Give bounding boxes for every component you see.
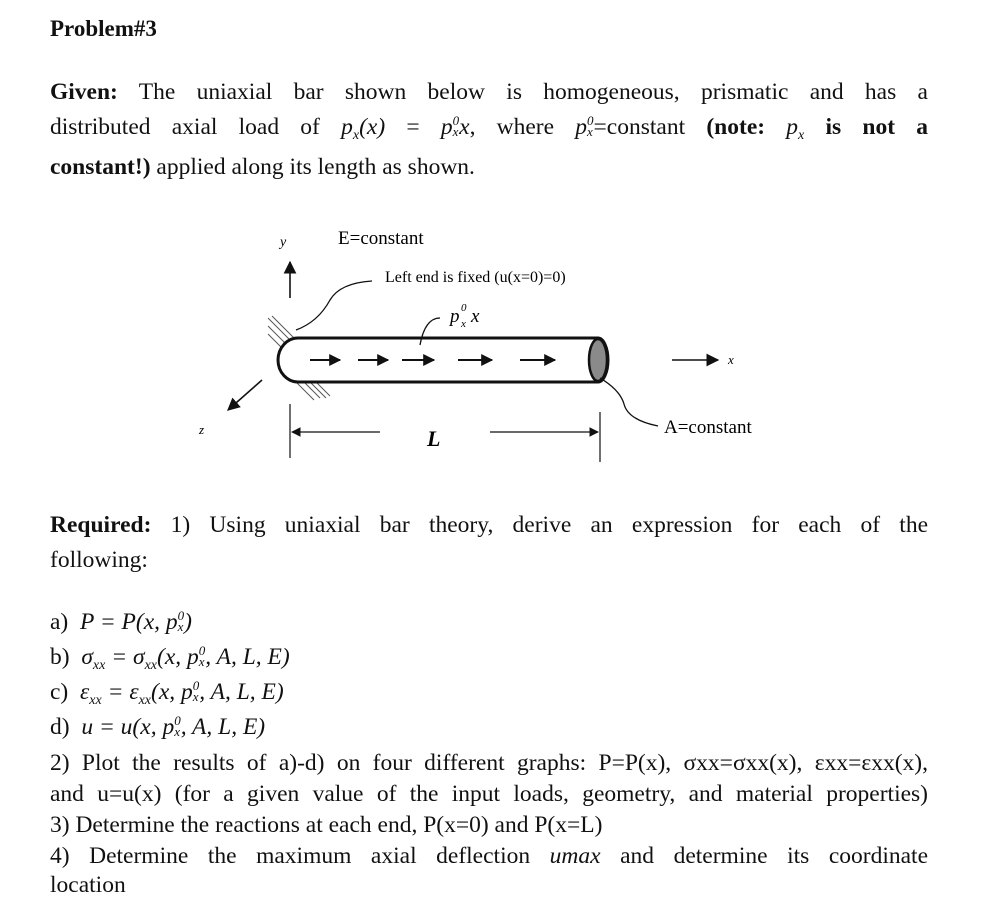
required-line-1	[50, 508, 928, 543]
is-not-a: is not a	[825, 114, 928, 140]
required-text-2: following:	[50, 547, 148, 573]
task-3: 3) Determine the reactions at each end, P(x=0) and P(x=L)	[50, 812, 603, 838]
given-text-2: distributed axial load of	[50, 114, 320, 140]
bar-end-face	[589, 339, 607, 381]
task-2-line-2: and u=u(x) (for a given value of the input loads, geometry, and material properties)	[50, 781, 928, 807]
task-4-line-1: 4) Determine the maximum axial deflection umax and determine its coordinate	[50, 843, 929, 869]
fixed-end-leader	[296, 281, 372, 330]
required-line-2	[50, 543, 928, 578]
task-4-line-2: location	[50, 872, 126, 898]
load-formula: $p_x(x)$	[341, 114, 386, 143]
given-constant: =constant	[593, 114, 686, 140]
e-constant-label: E=constant	[338, 228, 424, 249]
given-text-1: The uniaxial bar shown below is homogeneous, prismatic and has a	[138, 79, 928, 105]
required-text-1: 1) Using uniaxial bar theory, derive an expression for each of the	[170, 512, 929, 538]
y-axis-label: y	[280, 235, 287, 250]
x-axis-label: x	[728, 352, 734, 367]
item-d: d) u = u(x, p 0 x , A, L, E)	[50, 713, 266, 740]
area-leader	[600, 378, 658, 426]
item-c: c) $\varepsilon_{xx} = \varepsilon_{xx}(x$, p 0 x , A, L, E)	[50, 678, 284, 708]
problem-title: Problem#3	[50, 16, 157, 41]
given-text-3: applied along its length as shown.	[156, 154, 475, 180]
item-b: b) $\sigma_{xx} = \sigma_{xx}(x$, p 0 x , A, L, E)	[50, 643, 290, 673]
fixed-end-label: Left end is fixed (u(x=0)=0)	[385, 269, 566, 286]
given-label: Given:	[50, 79, 118, 105]
svg-text:0: 0	[461, 302, 467, 314]
area-label: A=constant	[664, 417, 752, 438]
item-a: a) P = P(x, p 0 x )	[50, 608, 192, 635]
given-line-3	[50, 150, 928, 185]
umax-symbol: umax	[549, 843, 601, 869]
load-label	[448, 302, 480, 330]
constant-bold: constant!)	[50, 154, 151, 180]
svg-text:x: x	[461, 318, 466, 330]
svg-text:p: p	[450, 306, 460, 327]
required-label: Required:	[50, 512, 152, 538]
z-axis-arrow	[228, 380, 262, 410]
svg-text:x: x	[471, 306, 480, 327]
length-label: L	[427, 426, 441, 451]
note-label: (note:	[706, 114, 766, 140]
given-where: where	[496, 114, 555, 140]
given-line-1	[50, 75, 928, 110]
task-2-line-1: 2) Plot the results of a)-d) on four different graphs: P=P(x), σxx=σxx(x), εxx=εxx(x),	[50, 750, 928, 776]
z-axis-label: z	[199, 422, 205, 437]
bar-diagram	[190, 220, 810, 470]
given-line-2: distributed axial load of $p_x(x) = p$ 0 x x, where p 0 x =constant (note: $p_x$ is not a	[50, 113, 928, 143]
